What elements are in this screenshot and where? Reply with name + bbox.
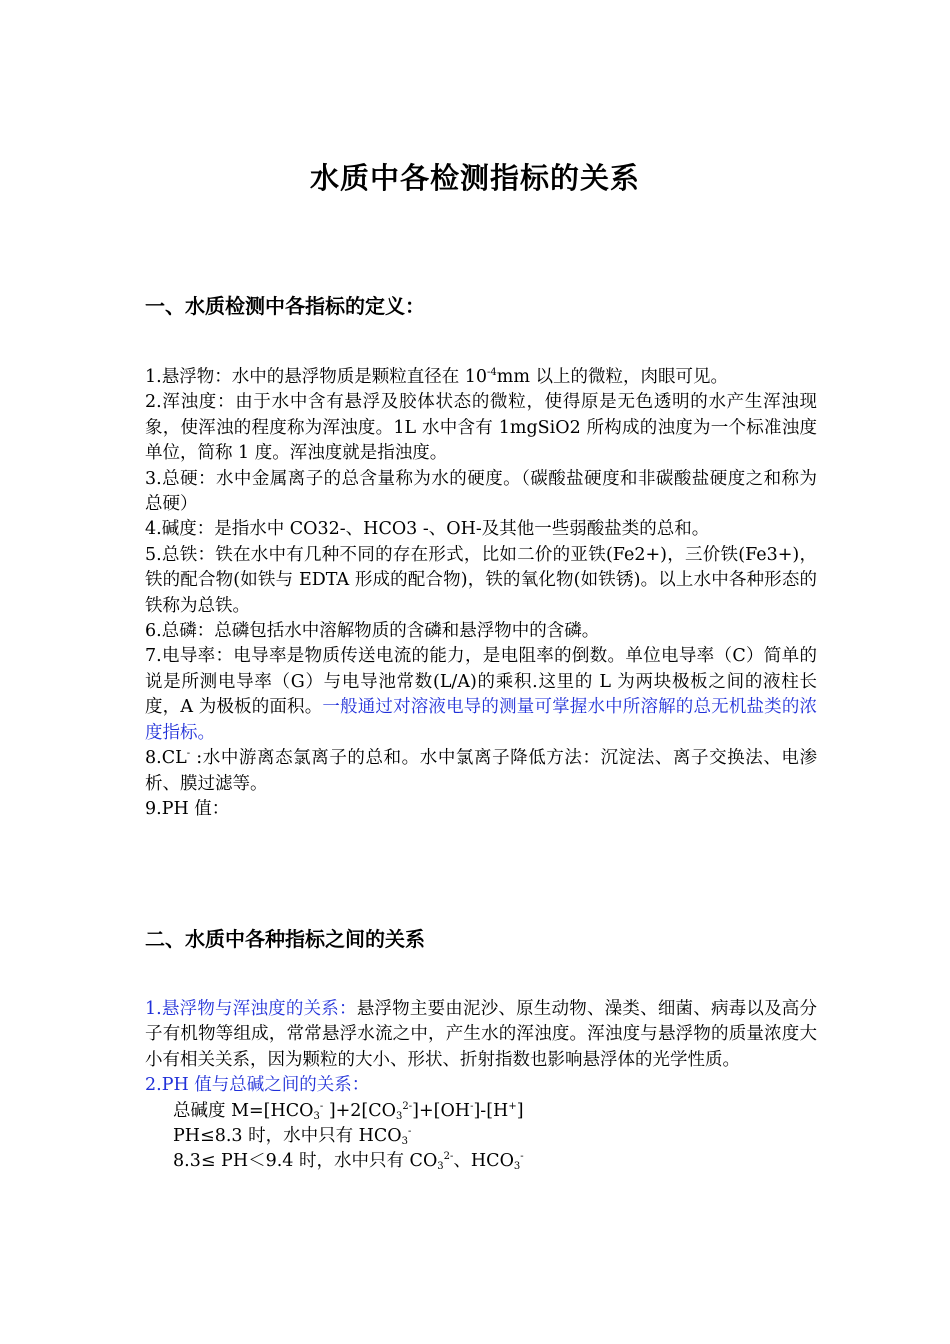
f1-sub2: 3 — [396, 1110, 403, 1122]
def7-highlight: 一般通过对溶液电导的测量可掌握水中所溶解的总无机盐类的浓度指标。 — [145, 697, 817, 743]
f1-sup1: - — [319, 1100, 324, 1112]
definition-suspended-solids — [145, 365, 817, 390]
f2-sub1: 3 — [401, 1136, 409, 1148]
relation1-title: 1.悬浮物与浑浊度的关系： — [145, 999, 357, 1019]
f3-b: 、HCO — [453, 1151, 514, 1172]
section2-heading: 二、水质中各种指标之间的关系 — [145, 927, 425, 951]
section2-body — [145, 997, 817, 1175]
f1-b: ]+2[CO — [323, 1100, 397, 1121]
formula-total-alkalinity — [145, 1099, 817, 1124]
def8-charge: - — [186, 748, 191, 760]
def1-exponent: -4 — [487, 367, 497, 378]
definition-ph: 9.PH 值： — [145, 798, 230, 819]
f1-sup4: + — [508, 1100, 517, 1112]
formula-ph-8-3-to-9-4 — [145, 1149, 817, 1174]
f1-d: ]-[H — [473, 1100, 509, 1121]
f2-sup1: - — [408, 1126, 412, 1138]
section1-heading: 一、水质检测中各指标的定义： — [145, 294, 425, 318]
f3-sup2: - — [520, 1151, 524, 1163]
f1-sup3: - — [470, 1100, 474, 1112]
def1-text-b: mm 以上的微粒，肉眼可见。 — [496, 367, 729, 387]
relation-suspended-turbidity — [145, 997, 817, 1073]
f2-a: PH≤8.3 时，水中只有 HCO — [173, 1126, 402, 1147]
definition-conductivity — [145, 644, 817, 746]
definition-alkalinity: 4.碱度：是指水中 CO32-、HCO3 -、OH-及其他一些弱酸盐类的总和。 — [145, 519, 710, 540]
def8-text-b: :水中游离态氯离子的总和。水中氯离子降低方法：沉淀法、离子交换法、电渗析、膜过滤等。 — [145, 748, 817, 794]
def7-text: 7.电导率：电导率是物质传送电流的能力，是电阻率的倒数。单位电导率（C）简单的说是所测电导率（G）与电导池常数(L/A)的乘积.这里的 L 为两块极板之间的液柱长度，A 为极板的面积。 — [145, 646, 817, 718]
relation2-title: 2.PH 值与总碱之间的关系： — [145, 1075, 370, 1096]
document-title: 水质中各检测指标的关系 — [309, 161, 640, 195]
f1-sub1: 3 — [313, 1110, 320, 1122]
f1-e: ] — [516, 1100, 524, 1121]
f3-sup1: 2- — [443, 1151, 454, 1163]
f1-sup2: 2- — [402, 1100, 413, 1112]
f3-sub1: 3 — [437, 1161, 444, 1173]
f3-a: 8.3≤ PH＜9.4 时，水中只有 CO — [173, 1151, 438, 1172]
def1-text-a: 1.悬浮物：水中的悬浮物质是颗粒直径在 10 — [145, 367, 488, 387]
def8-text-a: 8.CL — [145, 748, 187, 769]
section1-body — [145, 365, 817, 822]
f3-sub2: 3 — [513, 1161, 521, 1173]
f1-a: 总碱度 M=[HCO — [173, 1100, 314, 1121]
relation1-body: 悬浮物主要由泥沙、原生动物、澡类、细菌、病毒以及高分子有机物等组成，常常悬浮水流之中，产生水的浑浊度。浑浊度与悬浮物的质量浓度大小有相关关系，因为颗粒的大小、形状、折射指数也影响悬浮体的光学性质。 — [145, 999, 818, 1070]
definition-chloride — [145, 746, 817, 797]
f1-c: ]+[OH — [412, 1100, 471, 1121]
formula-ph-below-8-3 — [145, 1124, 817, 1149]
definition-total-iron: 5.总铁：铁在水中有几种不同的存在形式，比如二价的亚铁(Fe2+)，三价铁(Fe3+)，铁的配合物(如铁与 EDTA 形成的配合物)，铁的氧化物(如铁锈)。以上水中各种形态的铁称为总铁。 — [145, 544, 817, 616]
definition-total-hardness: 3.总硬：水中金属离子的总含量称为水的硬度。（碳酸盐硬度和非碳酸盐硬度之和称为总硬） — [145, 468, 817, 515]
definition-total-phosphorus: 6.总磷：总磷包括水中溶解物质的含磷和悬浮物中的含磷。 — [145, 621, 600, 642]
definition-turbidity: 2.浑浊度：由于水中含有悬浮及胶体状态的微粒，使得原是无色透明的水产生浑浊现象，使浑浊的程度称为浑浊度。1L 水中含有 1mgSiO2 所构成的浊度为一个标准浊度单位，简称 1 度。浑浊度就是指浊度。 — [145, 392, 817, 464]
